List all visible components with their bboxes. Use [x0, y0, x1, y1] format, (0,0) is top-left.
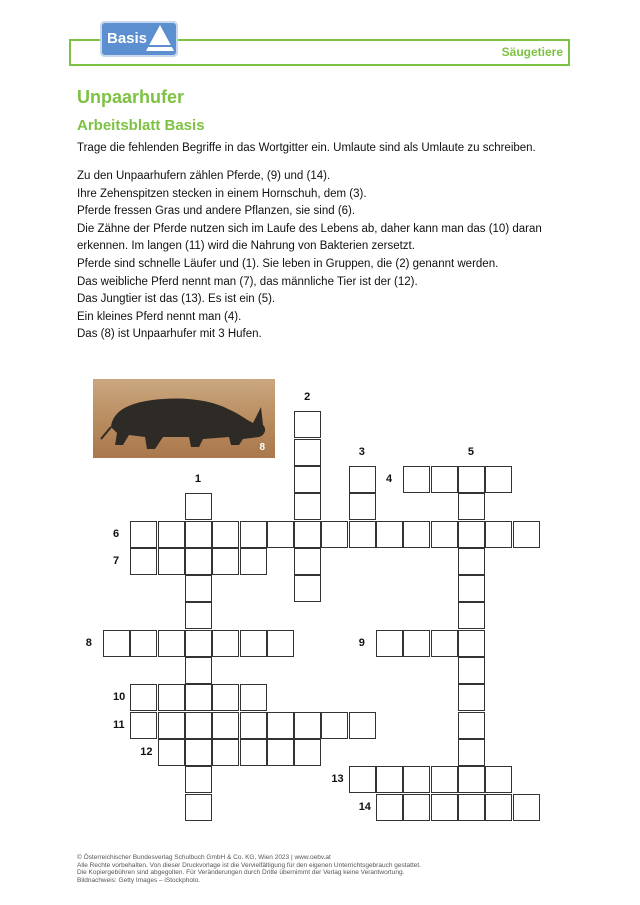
- clue-number-across-9: 9: [358, 636, 365, 649]
- crossword-cell[interactable]: [294, 439, 321, 466]
- crossword-cell[interactable]: [513, 521, 540, 548]
- crossword-cell[interactable]: [130, 521, 157, 548]
- crossword-cell[interactable]: [458, 739, 485, 766]
- footer-line: © Österreichischer Bundesverlag Schulbuch GmbH & Co. KG, Wien 2023 | www.oebv.at: [77, 854, 331, 861]
- crossword-cell[interactable]: [185, 684, 212, 711]
- crossword-cell[interactable]: [185, 493, 212, 520]
- clue-line: Das Jungtier ist das (13). Es ist ein (5).: [77, 293, 276, 306]
- clue-number-across-4: 4: [386, 472, 393, 485]
- clue-line: Ihre Zehenspitzen stecken in einem Hornschuh, dem (3).: [77, 187, 367, 200]
- basis-logo: [100, 21, 178, 57]
- crossword-cell[interactable]: [240, 712, 267, 739]
- crossword-cell[interactable]: [103, 630, 130, 657]
- crossword-cell[interactable]: [431, 466, 458, 493]
- footer-line: Alle Rechte vorbehalten. Von dieser Druckvorlage ist die Vervielfältigung für den eigenen Unterrichtsgebrauch gestattet.: [77, 861, 421, 869]
- crossword-cell[interactable]: [130, 712, 157, 739]
- crossword-cell[interactable]: [240, 521, 267, 548]
- crossword-cell[interactable]: [458, 466, 485, 493]
- crossword-cell[interactable]: [158, 684, 185, 711]
- crossword-cell[interactable]: [212, 521, 239, 548]
- crossword-cell[interactable]: [130, 548, 157, 575]
- crossword-cell[interactable]: [240, 684, 267, 711]
- crossword-cell[interactable]: [349, 466, 376, 493]
- crossword-cell[interactable]: [185, 548, 212, 575]
- crossword-cell[interactable]: [321, 712, 348, 739]
- crossword-cell[interactable]: [185, 712, 212, 739]
- clue-number-across-8: 8: [85, 636, 92, 649]
- crossword-cell[interactable]: [458, 684, 485, 711]
- clue-line: Ein kleines Pferd nennt man (4).: [77, 310, 242, 323]
- clue-number-across-12: 12: [140, 745, 153, 758]
- crossword-cell[interactable]: [485, 794, 512, 821]
- crossword-cell[interactable]: [458, 794, 485, 821]
- category-label: Säugetiere: [501, 45, 563, 59]
- clue-number-across-6: 6: [113, 527, 120, 540]
- crossword-cell[interactable]: [431, 766, 458, 793]
- photo-number: 8: [259, 442, 265, 453]
- crossword-cell[interactable]: [458, 766, 485, 793]
- crossword-cell[interactable]: [321, 521, 348, 548]
- crossword-cell[interactable]: [294, 466, 321, 493]
- crossword-cell[interactable]: [458, 712, 485, 739]
- crossword-cell[interactable]: [513, 794, 540, 821]
- crossword-cell[interactable]: [240, 739, 267, 766]
- crossword-cell[interactable]: [267, 712, 294, 739]
- crossword-cell[interactable]: [267, 739, 294, 766]
- crossword-cell[interactable]: [158, 521, 185, 548]
- clue-number-across-14: 14: [358, 800, 371, 813]
- crossword-cell[interactable]: [403, 794, 430, 821]
- crossword-cell[interactable]: [349, 493, 376, 520]
- crossword-cell[interactable]: [212, 630, 239, 657]
- crossword-cell[interactable]: [431, 794, 458, 821]
- crossword-cell[interactable]: [485, 766, 512, 793]
- crossword-cell[interactable]: [185, 630, 212, 657]
- crossword-cell[interactable]: [185, 657, 212, 684]
- clue-number-down-2: 2: [304, 391, 311, 403]
- logo-text: Basis: [107, 30, 148, 47]
- rhinoceros-photo: [93, 379, 275, 458]
- clue-number-down-3: 3: [358, 445, 365, 458]
- clue-number-down-1: 1: [194, 472, 202, 485]
- crossword-cell[interactable]: [458, 657, 485, 684]
- crossword-cell[interactable]: [376, 521, 403, 548]
- rhinoceros-icon: [93, 379, 275, 458]
- clue-number-across-10: 10: [113, 691, 126, 704]
- logo-triangle-icon: [146, 25, 174, 51]
- crossword-cell[interactable]: [458, 630, 485, 657]
- clue-line: Pferde sind schnelle Läufer und (1). Sie leben in Gruppen, die (2) genannt werden.: [77, 257, 499, 270]
- clue-line: Die Zähne der Pferde nutzen sich im Laufe des Lebens ab, daher kann man das (10) daran: [77, 222, 542, 235]
- crossword-cell[interactable]: [185, 766, 212, 793]
- clue-list: [77, 168, 567, 344]
- crossword-cell[interactable]: [267, 630, 294, 657]
- crossword-cell[interactable]: [294, 548, 321, 575]
- crossword-cell[interactable]: [185, 739, 212, 766]
- crossword-cell[interactable]: [485, 466, 512, 493]
- crossword-cell[interactable]: [458, 575, 485, 602]
- crossword-cell[interactable]: [403, 766, 430, 793]
- crossword-cell[interactable]: [376, 630, 403, 657]
- crossword-cell[interactable]: [158, 739, 185, 766]
- crossword-cell[interactable]: [376, 766, 403, 793]
- crossword-cell[interactable]: [185, 575, 212, 602]
- crossword-cell[interactable]: [158, 548, 185, 575]
- crossword-cell[interactable]: [431, 630, 458, 657]
- crossword-cell[interactable]: [403, 466, 430, 493]
- clue-line: Pferde fressen Gras und andere Pflanzen, sie sind (6).: [77, 205, 356, 218]
- footer: [77, 854, 421, 884]
- crossword-cell[interactable]: [349, 521, 376, 548]
- crossword-cell[interactable]: [485, 521, 512, 548]
- crossword-cell[interactable]: [294, 575, 321, 602]
- crossword-cell[interactable]: [458, 602, 485, 629]
- clue-line: Zu den Unpaarhufern zählen Pferde, (9) und (14).: [77, 170, 331, 182]
- crossword-cell[interactable]: [294, 739, 321, 766]
- crossword-cell[interactable]: [403, 630, 430, 657]
- page-subtitle: Arbeitsblatt Basis: [77, 117, 205, 134]
- crossword-cell[interactable]: [458, 548, 485, 575]
- crossword-cell[interactable]: [458, 493, 485, 520]
- crossword-cell[interactable]: [294, 712, 321, 739]
- instructions: Trage die fehlenden Begriffe in das Wortgitter ein. Umlaute sind als Umlaute zu schreiben.: [77, 142, 536, 154]
- crossword-cell[interactable]: [376, 794, 403, 821]
- crossword-cell[interactable]: [349, 712, 376, 739]
- crossword-cell[interactable]: [349, 766, 376, 793]
- crossword-cell[interactable]: [158, 630, 185, 657]
- crossword-cell[interactable]: [267, 521, 294, 548]
- crossword-cell[interactable]: [185, 602, 212, 629]
- crossword-cell[interactable]: [185, 521, 212, 548]
- clue-line: Das weibliche Pferd nennt man (7), das männliche Tier ist der (12).: [77, 275, 418, 288]
- clue-number-across-11: 11: [113, 718, 125, 731]
- crossword-cell[interactable]: [185, 794, 212, 821]
- crossword-cell[interactable]: [431, 521, 458, 548]
- crossword-cell[interactable]: [403, 521, 430, 548]
- crossword-cell[interactable]: [240, 548, 267, 575]
- footer-line: Bildnachweis: Getty Images – iStockphoto.: [77, 876, 201, 884]
- crossword-cell[interactable]: [158, 712, 185, 739]
- crossword-cell[interactable]: [130, 684, 157, 711]
- crossword-cell[interactable]: [212, 739, 239, 766]
- crossword-cell[interactable]: [212, 712, 239, 739]
- crossword-cell[interactable]: [212, 684, 239, 711]
- footer-line: Die Kopiergebühren sind abgegolten. Für Veränderungen durch Dritte übernimmt der Verlag keine Verantwortung.: [77, 869, 405, 877]
- crossword-cell[interactable]: [294, 521, 321, 548]
- crossword-cell[interactable]: [294, 493, 321, 520]
- crossword-cell[interactable]: [294, 411, 321, 438]
- clue-number-down-5: 5: [467, 445, 475, 458]
- crossword-cell[interactable]: [240, 630, 267, 657]
- clue-number-across-7: 7: [113, 554, 120, 567]
- clue-number-across-13: 13: [331, 773, 344, 786]
- crossword-cell[interactable]: [212, 548, 239, 575]
- crossword-cell[interactable]: [458, 521, 485, 548]
- crossword-cell[interactable]: [130, 630, 157, 657]
- clue-line: erkennen. Im langen (11) wird die Nahrung von Bakterien zersetzt.: [77, 240, 415, 253]
- clue-line: Das (8) ist Unpaarhufer mit 3 Hufen.: [77, 328, 262, 341]
- page-title: Unpaarhufer: [77, 87, 185, 107]
